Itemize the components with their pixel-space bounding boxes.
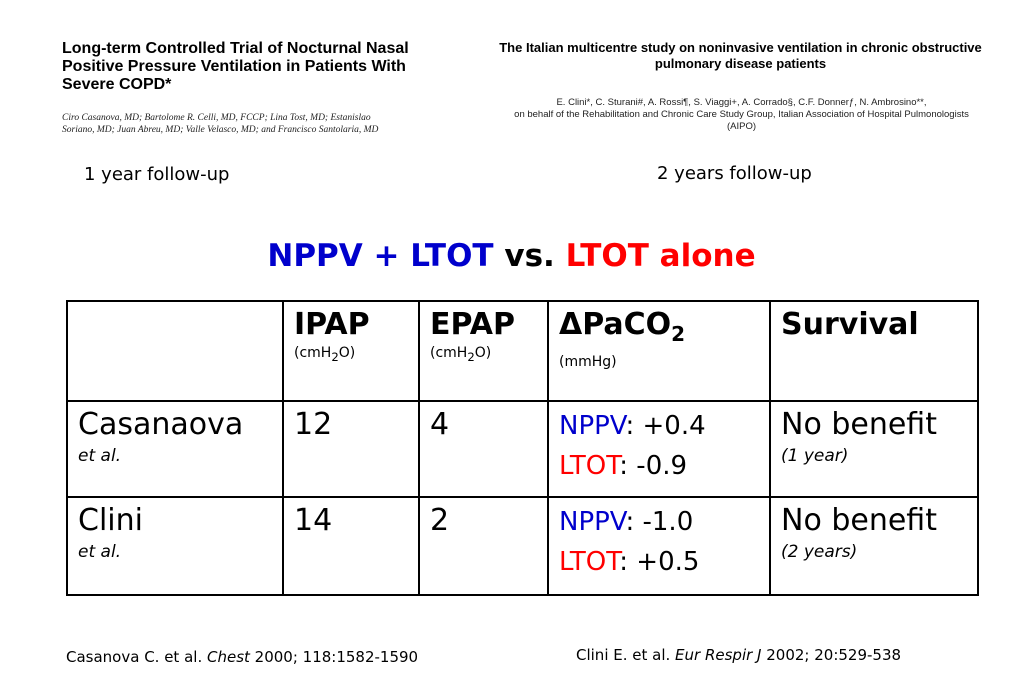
survival-note: (1 year) — [781, 446, 849, 466]
survival-note: (2 years) — [781, 542, 858, 562]
paco2-label-sub: 2 — [671, 322, 686, 346]
right-citation-details: 2002; 20:529-538 — [761, 646, 902, 664]
epap-value: 2 — [419, 497, 548, 595]
paco2-label-pre: ΔPaCO — [559, 307, 672, 342]
study-cell — [67, 401, 283, 497]
survival-value: No benefit — [781, 407, 937, 442]
main-heading — [0, 236, 1023, 276]
survival-cell — [770, 497, 978, 595]
ipap-unit-pre: (cmH — [294, 345, 332, 361]
paco2-cell — [548, 401, 770, 497]
paco2-label — [559, 307, 686, 346]
nppv-label: NPPV — [559, 507, 626, 537]
left-paper-authors: Ciro Casanova, MD; Bartolome R. Celli, MD, FCCP; Lina Tost, MD; Estanislao Soriano, MD; Juan Abreu, MD; Valle Velasco, MD; and Francisco Santolaria, MD — [62, 113, 379, 135]
epap-unit-post: O) — [474, 345, 492, 361]
table-header-ipap — [283, 301, 419, 401]
left-paper-title: Long-term Controlled Trial of Nocturnal Nasal Positive Pressure Ventilation in Patients With Severe COPD* — [62, 40, 409, 93]
nppv-label: NPPV — [559, 411, 626, 441]
table-row — [67, 401, 978, 497]
study-name: Casanaova — [78, 407, 244, 442]
left-citation — [66, 648, 418, 666]
ipap-value: 14 — [283, 497, 419, 595]
epap-unit-pre: (cmH — [430, 345, 468, 361]
survival-value: No benefit — [781, 503, 937, 538]
survival-cell — [770, 401, 978, 497]
nppv-value: : -1.0 — [625, 507, 694, 537]
table-header-row — [67, 301, 978, 401]
right-citation-authors: Clini E. et al. — [576, 646, 676, 664]
nppv-value: : +0.4 — [625, 411, 706, 441]
paco2-ltot — [559, 542, 759, 582]
ipap-unit-post: O) — [338, 345, 356, 361]
heading-vs: vs. — [493, 238, 566, 274]
right-paper-authors-line2: on behalf of the Rehabilitation and Chronic Care Study Group, Italian Association of Hospital Pulmonologists (AIPO) — [514, 109, 969, 132]
study-cell — [67, 497, 283, 595]
paco2-unit: (mmHg) — [559, 354, 617, 370]
heading-ltot-alone: LTOT alone — [565, 238, 756, 274]
ipap-value: 12 — [283, 401, 419, 497]
heading-nppv-ltot: NPPV + LTOT — [267, 238, 494, 274]
ltot-value: : +0.5 — [619, 547, 700, 577]
table-header-survival — [770, 301, 978, 401]
right-paper-authors — [500, 97, 983, 133]
study-note: et al. — [78, 542, 122, 562]
ltot-label: LTOT — [559, 547, 620, 577]
ipap-label: IPAP — [294, 307, 370, 342]
paco2-nppv — [559, 406, 759, 446]
right-paper-authors-line1: E. Clini*, C. Sturani#, A. Rossi¶, S. Viaggi+, A. Corrado§, C.F. Donnerƒ, N. Ambrosino**, — [556, 97, 927, 108]
right-citation-journal: Eur Respir J — [675, 646, 762, 664]
ipap-unit-sub: 2 — [331, 349, 339, 364]
study-note: et al. — [78, 446, 122, 466]
table-header-empty — [67, 301, 283, 401]
ipap-unit — [294, 344, 408, 366]
table-header-epap — [419, 301, 548, 401]
right-paper-title: The Italian multicentre study on noninvasive ventilation in chronic obstructive pulmonary disease patients — [499, 40, 982, 71]
ltot-value: : -0.9 — [619, 451, 688, 481]
ltot-label: LTOT — [559, 451, 620, 481]
epap-unit — [430, 344, 537, 366]
left-citation-journal: Chest — [206, 648, 250, 666]
paco2-ltot — [559, 446, 759, 486]
paco2-cell — [548, 497, 770, 595]
left-citation-details: 2000; 118:1582-1590 — [249, 648, 419, 666]
table-header-paco2 — [548, 301, 770, 401]
right-citation — [576, 646, 901, 664]
paco2-nppv — [559, 502, 759, 542]
study-name: Clini — [78, 503, 143, 538]
left-followup-label: 1 year follow-up — [84, 164, 230, 185]
epap-value: 4 — [419, 401, 548, 497]
comparison-table — [66, 300, 979, 596]
epap-label: EPAP — [430, 307, 515, 342]
left-citation-authors: Casanova C. et al. — [66, 648, 207, 666]
survival-label: Survival — [781, 307, 919, 342]
right-followup-label: 2 years follow-up — [657, 163, 812, 184]
epap-unit-sub: 2 — [467, 349, 475, 364]
table-row — [67, 497, 978, 595]
